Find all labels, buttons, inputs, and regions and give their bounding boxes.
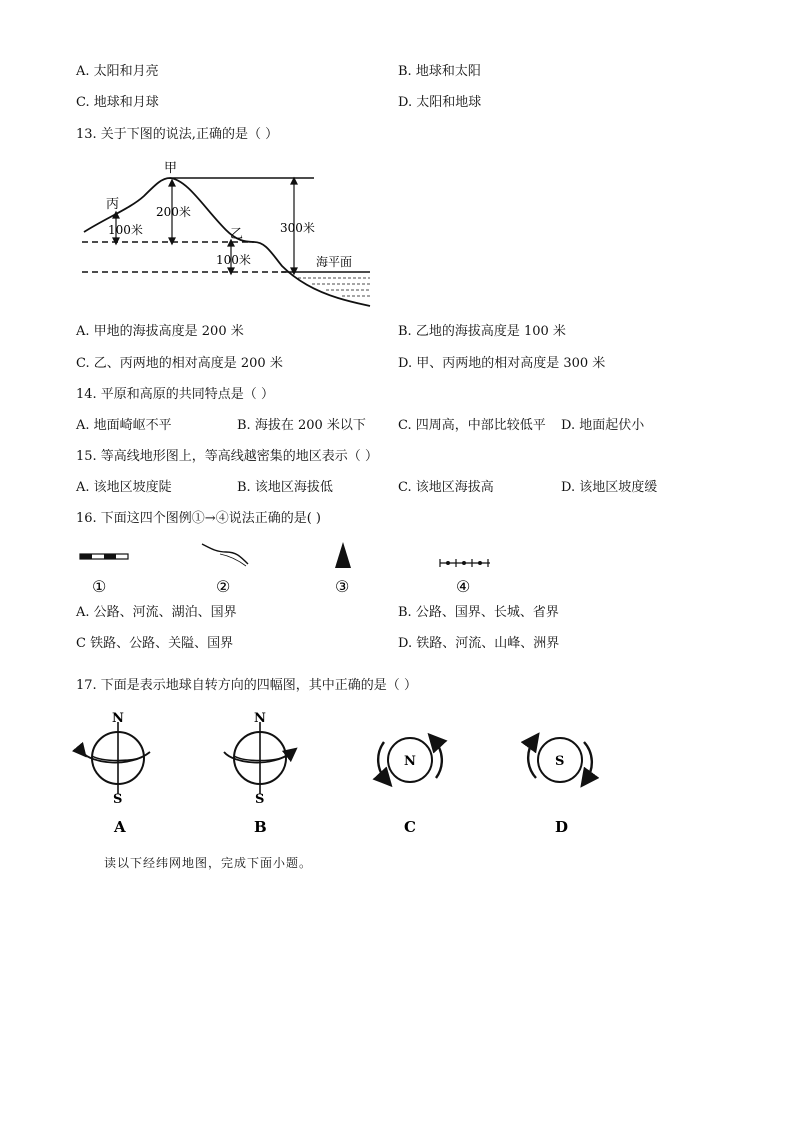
boundary-symbol	[440, 559, 490, 567]
q16-option-c: C 铁路、公路、关隘、国界	[76, 636, 234, 651]
globe-b-north: N	[254, 711, 266, 726]
label-200m: 200米	[156, 205, 191, 219]
label-yi: 乙	[230, 227, 244, 242]
q12-option-d: D. 太阳和地球	[398, 95, 482, 110]
globe-b-caption: B	[254, 818, 267, 836]
q17-stem: 17. 下面是表示地球自转方向的四幅图，其中正确的是（ ）	[76, 678, 417, 693]
arrow-head	[169, 238, 175, 244]
label-100m-bing: 100米	[108, 223, 143, 237]
arrow-head	[228, 268, 234, 274]
q13-option-b: B. 乙地的海拔高度是 100 米	[398, 324, 566, 339]
earth-rotation-figures	[70, 706, 610, 842]
globe-b-south: S	[255, 792, 265, 807]
globe-b	[224, 722, 292, 794]
river-symbol-bank	[220, 554, 246, 566]
mountain-peak-symbol	[335, 542, 351, 568]
terrain-profile-figure	[76, 158, 376, 308]
river-symbol	[202, 544, 248, 564]
label-300m: 300米	[280, 221, 315, 235]
q16-option-a: A. 公路、河流、湖泊、国界	[76, 605, 237, 620]
arrow-head	[113, 238, 119, 244]
q16-option-d: D. 铁路、河流、山峰、洲界	[398, 636, 560, 651]
q14-option-c: C. 四周高，中部比较低平	[398, 418, 546, 433]
reading-instruction: 读以下经纬网地图，完成下面小题。	[104, 856, 313, 870]
q15-option-c: C. 该地区海拔高	[398, 480, 494, 495]
q13-option-a: A. 甲地的海拔高度是 200 米	[76, 324, 244, 339]
globe-d-center: S	[555, 754, 565, 769]
q15-option-a: A. 该地区坡度陡	[76, 480, 172, 495]
globe-d-caption: D	[555, 818, 569, 836]
q14-option-d: D. 地面起伏小	[561, 418, 645, 433]
globe-c-caption: C	[404, 818, 416, 836]
arrow-head	[291, 178, 297, 184]
q13-option-d: D. 甲、丙两地的相对高度是 300 米	[398, 356, 606, 371]
q16-stem: 16. 下面这四个图例①→④说法正确的是( )	[76, 511, 321, 526]
q14-option-a: A. 地面崎岖不平	[76, 418, 172, 433]
q16-option-b: B. 公路、国界、长城、省界	[398, 605, 559, 620]
railway-symbol	[80, 554, 128, 559]
label-bing: 丙	[106, 197, 120, 212]
globe-a-caption: A	[114, 818, 126, 836]
globe-a-north: N	[112, 711, 124, 726]
q13-stem: 13. 关于下图的说法,正确的是（ ）	[76, 127, 279, 142]
legend-label-2: ②	[216, 577, 231, 596]
q14-option-b: B. 海拔在 200 米以下	[237, 418, 366, 433]
globe-c-center: N	[404, 754, 416, 769]
legend-label-3: ③	[335, 577, 350, 596]
q12-option-c: C. 地球和月球	[76, 95, 159, 110]
label-jia: 甲	[164, 161, 178, 176]
q14-stem: 14. 平原和高原的共同特点是（ ）	[76, 387, 274, 402]
q15-option-b: B. 该地区海拔低	[237, 480, 333, 495]
label-100m-yi: 100米	[216, 253, 251, 267]
legend-label-4: ④	[456, 577, 471, 596]
arrow-head	[291, 268, 297, 274]
q12-option-a: A. 太阳和月亮	[76, 64, 159, 79]
arrow-head	[169, 180, 175, 186]
label-sea-level: 海平面	[316, 255, 353, 269]
legend-label-1: ①	[92, 577, 107, 596]
q15-option-d: D. 该地区坡度缓	[561, 480, 658, 495]
q12-option-b: B. 地球和太阳	[398, 64, 481, 79]
globe-a-south: S	[113, 792, 123, 807]
globe-a	[82, 722, 150, 794]
map-legend-symbols	[70, 536, 510, 602]
q13-option-c: C. 乙、丙两地的相对高度是 200 米	[76, 356, 283, 371]
q15-stem: 15. 等高线地形图上，等高线越密集的地区表示（ ）	[76, 449, 378, 464]
